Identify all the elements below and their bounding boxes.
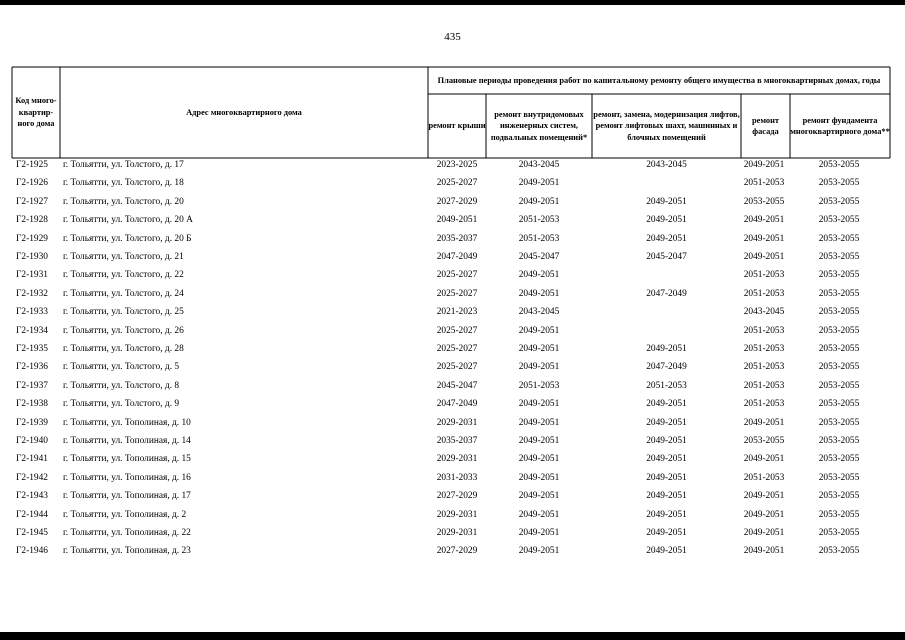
cell-code: Г2-1946 [16,546,48,557]
cell-period: 2051-2053 [518,380,560,391]
cell-period: 2053-2055 [743,436,785,446]
table-row [0,436,905,454]
cell-period: 2025-2027 [436,288,478,299]
cell-code: Г2-1941 [16,454,48,465]
cell-code: Г2-1932 [16,288,48,299]
cell-period: 2043-2045 [518,307,560,318]
cell-period: 2053-2055 [818,528,860,538]
table-row [0,399,905,417]
cell-period: 2049-2051 [743,215,785,226]
cell-period: 2047-2049 [646,288,687,299]
cell-address: г. Тольятти, ул. Толстого, д. 22 [63,270,184,281]
cell-period: 2023-2025 [436,160,478,170]
cell-address: г. Тольятти, ул. Толстого, д. 18 [63,178,184,189]
cell-code: Г2-1933 [16,307,48,318]
cell-period: 2049-2051 [518,362,560,373]
cell-period: 2043-2045 [518,160,560,170]
cell-address: г. Тольятти, ул. Тополиная, д. 23 [63,546,191,557]
cell-period: 2049-2051 [518,399,560,410]
table-row [0,215,905,233]
cell-period: 2047-2049 [646,362,687,373]
table-row [0,546,905,564]
table-row [0,528,905,546]
table-row [0,307,905,325]
cell-period: 2047-2049 [436,252,478,262]
cell-period: 2035-2037 [436,233,478,244]
cell-address: г. Тольятти, ул. Толстого, д. 24 [63,288,184,299]
cell-period: 2049-2051 [518,344,560,354]
cell-address: г. Тольятти, ул. Тополиная, д. 17 [63,491,191,502]
cell-period: 2049-2051 [646,491,687,502]
cell-period: 2049-2051 [646,233,687,244]
cell-period: 2049-2051 [646,399,687,410]
cell-period: 2049-2051 [646,472,687,483]
cell-code: Г2-1934 [16,325,48,336]
cell-period: 2051-2053 [743,399,785,410]
cell-period: 2049-2051 [518,196,560,207]
bottom-border-bar [0,632,905,640]
cell-code: Г2-1925 [16,160,48,170]
cell-code: Г2-1928 [16,215,48,226]
cell-code: Г2-1930 [16,252,48,262]
cell-address: г. Тольятти, ул. Толстого, д. 20 А [63,215,193,226]
cell-period: 2049-2051 [743,546,785,557]
cell-period: 2043-2045 [646,160,687,170]
cell-period: 2045-2047 [436,380,478,391]
cell-period: 2049-2051 [646,344,687,354]
table-row [0,252,905,270]
table-row [0,510,905,528]
cell-code: Г2-1929 [16,233,48,244]
cell-period: 2049-2051 [436,215,478,226]
header-engineering: ремонт внутридомовых инженерных систем, подвальных помещений* [490,109,588,142]
cell-period: 2053-2055 [818,399,860,410]
cell-period: 2053-2055 [818,417,860,428]
cell-address: г. Тольятти, ул. Толстого, д. 26 [63,325,184,336]
cell-code: Г2-1943 [16,491,48,502]
cell-period: 2053-2055 [818,344,860,354]
cell-address: г. Тольятти, ул. Толстого, д. 25 [63,307,184,318]
cell-code: Г2-1940 [16,436,48,446]
table-row [0,491,905,509]
cell-period: 2053-2055 [818,546,860,557]
cell-period: 2049-2051 [646,215,687,226]
cell-period: 2025-2027 [436,325,478,336]
cell-code: Г2-1926 [16,178,48,189]
cell-period: 2053-2055 [743,196,785,207]
cell-period: 2049-2051 [743,417,785,428]
cell-period: 2025-2027 [436,344,478,354]
cell-code: Г2-1939 [16,417,48,428]
cell-address: г. Тольятти, ул. Тополиная, д. 22 [63,528,191,538]
cell-period: 2049-2051 [743,233,785,244]
cell-code: Г2-1942 [16,472,48,483]
cell-period: 2053-2055 [818,472,860,483]
cell-address: г. Тольятти, ул. Толстого, д. 20 Б [63,233,192,244]
cell-period: 2035-2037 [436,436,478,446]
cell-period: 2029-2031 [436,417,478,428]
cell-period: 2053-2055 [818,509,860,520]
page-number: 435 [444,31,461,43]
cell-address: г. Тольятти, ул. Тополиная, д. 10 [63,417,191,428]
table-row [0,178,905,196]
cell-period: 2049-2051 [743,252,785,262]
cell-period: 2049-2051 [646,546,687,557]
cell-period: 2049-2051 [646,528,687,538]
cell-period: 2043-2045 [743,307,785,318]
cell-period: 2049-2051 [518,472,560,483]
cell-period: 2045-2047 [518,252,560,262]
cell-code: Г2-1927 [16,196,48,207]
cell-period: 2051-2053 [743,380,785,391]
cell-address: г. Тольятти, ул. Тополиная, д. 14 [63,436,191,446]
cell-period: 2051-2053 [743,288,785,299]
header-code: Код много-квартир-ного дома [15,96,57,129]
cell-period: 2051-2053 [743,472,785,483]
cell-code: Г2-1936 [16,362,48,373]
cell-code: Г2-1938 [16,399,48,410]
table-row [0,362,905,380]
cell-address: г. Тольятти, ул. Тополиная, д. 2 [63,509,187,520]
cell-period: 2049-2051 [646,454,687,465]
cell-period: 2049-2051 [743,528,785,538]
cell-period: 2049-2051 [518,178,560,189]
cell-period: 2047-2049 [436,399,478,410]
cell-period: 2049-2051 [743,454,785,465]
header-facade: ремонт фасада [751,115,780,136]
cell-period: 2027-2029 [436,491,478,502]
cell-period: 2053-2055 [818,178,860,189]
table-row [0,344,905,362]
cell-period: 2053-2055 [818,454,860,465]
cell-address: г. Тольятти, ул. Толстого, д. 28 [63,344,184,354]
cell-period: 2029-2031 [436,454,478,465]
table-row [0,234,905,252]
cell-address: г. Тольятти, ул. Тополиная, д. 15 [63,454,191,465]
cell-period: 2049-2051 [518,509,560,520]
table-row [0,160,905,178]
cell-period: 2053-2055 [818,160,860,170]
header-foundation: ремонт фундамента многоквартирного дома** [790,115,890,136]
cell-period: 2029-2031 [436,509,478,520]
cell-period: 2031-2033 [436,472,478,483]
cell-address: г. Тольятти, ул. Толстого, д. 8 [63,380,180,391]
cell-period: 2025-2027 [436,178,478,189]
cell-period: 2049-2051 [518,417,560,428]
cell-address: г. Тольятти, ул. Толстого, д. 5 [63,362,180,373]
cell-period: 2053-2055 [818,215,860,226]
cell-period: 2049-2051 [518,491,560,502]
top-border-bar [0,0,905,5]
cell-period: 2049-2051 [518,270,560,281]
cell-period: 2049-2051 [646,417,687,428]
cell-period: 2053-2055 [818,380,860,391]
cell-period: 2053-2055 [818,491,860,502]
cell-period: 2053-2055 [818,270,860,281]
table-row [0,326,905,344]
cell-period: 2045-2047 [646,252,687,262]
cell-code: Г2-1937 [16,380,48,391]
cell-period: 2049-2051 [646,196,687,207]
cell-period: 2027-2029 [436,196,478,207]
cell-period: 2051-2053 [518,215,560,226]
cell-period: 2051-2053 [743,178,785,189]
cell-period: 2051-2053 [518,233,560,244]
cell-period: 2049-2051 [518,325,560,336]
cell-code: Г2-1944 [16,509,48,520]
cell-period: 2021-2023 [436,307,478,318]
cell-period: 2029-2031 [436,528,478,538]
cell-period: 2049-2051 [743,491,785,502]
cell-period: 2049-2051 [518,528,560,538]
cell-period: 2049-2051 [518,454,560,465]
cell-period: 2053-2055 [818,288,860,299]
cell-period: 2053-2055 [818,307,860,318]
cell-period: 2025-2027 [436,362,478,373]
cell-address: г. Тольятти, ул. Тополиная, д. 16 [63,472,191,483]
table-row [0,270,905,288]
cell-period: 2027-2029 [436,546,478,557]
cell-period: 2051-2053 [743,325,785,336]
cell-address: г. Тольятти, ул. Толстого, д. 9 [63,399,180,410]
table-row [0,454,905,472]
cell-period: 2053-2055 [818,233,860,244]
cell-period: 2051-2053 [743,270,785,281]
cell-period: 2025-2027 [436,270,478,281]
header-address: Адрес многоквартирного дома [186,107,302,117]
cell-period: 2053-2055 [818,196,860,207]
cell-period: 2049-2051 [743,160,785,170]
cell-period: 2049-2051 [518,546,560,557]
cell-period: 2049-2051 [518,436,560,446]
cell-period: 2051-2053 [646,380,687,391]
header-group: Плановые периоды проведения работ по капитальному ремонту общего имущества в многоквартирных домах, годы [437,75,881,85]
cell-address: г. Тольятти, ул. Толстого, д. 17 [63,160,184,170]
cell-period: 2051-2053 [743,362,785,373]
header-elevators: ремонт, замена, модернизация лифтов, ремонт лифтовых шахт, машинных и блочных помещений [593,109,740,142]
cell-code: Г2-1931 [16,270,48,281]
cell-period: 2053-2055 [818,325,860,336]
cell-address: г. Тольятти, ул. Толстого, д. 20 [63,196,184,207]
header-roof: ремонт крыши [428,121,486,131]
cell-period: 2049-2051 [646,436,687,446]
cell-period: 2053-2055 [818,252,860,262]
table-row [0,418,905,436]
cell-period: 2053-2055 [818,362,860,373]
cell-address: г. Тольятти, ул. Толстого, д. 21 [63,252,184,262]
cell-code: Г2-1945 [16,528,48,538]
table-row [0,381,905,399]
cell-period: 2053-2055 [818,436,860,446]
cell-period: 2049-2051 [518,288,560,299]
cell-period: 2049-2051 [743,509,785,520]
cell-period: 2049-2051 [646,509,687,520]
cell-code: Г2-1935 [16,344,48,354]
cell-period: 2051-2053 [743,344,785,354]
table-row [0,197,905,215]
table-row [0,473,905,491]
table-row [0,289,905,307]
